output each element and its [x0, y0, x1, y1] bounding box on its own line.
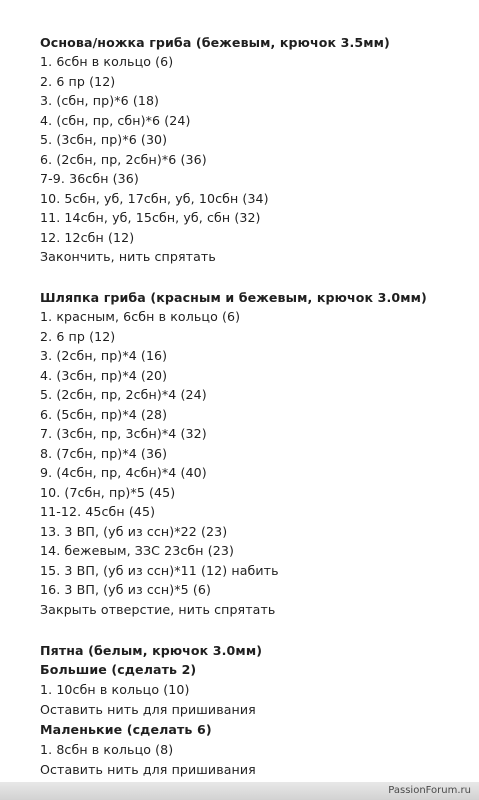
- large-spots-note: Оставить нить для пришивания: [40, 702, 256, 717]
- stem-row: 4. (сбн, пр, сбн)*6 (24): [40, 113, 191, 128]
- cap-row: 6. (5сбн, пр)*4 (28): [40, 407, 168, 422]
- cap-row: 7. (3сбн, пр, 3сбн)*4 (32): [40, 426, 207, 441]
- small-spots-row: 1. 8сбн в кольцо (8): [40, 742, 174, 757]
- small-spots-note: Оставить нить для пришивания: [40, 762, 256, 777]
- stem-row: 10. 5сбн, уб, 17сбн, уб, 10сбн (34): [40, 191, 269, 206]
- cap-row: 3. (2сбн, пр)*4 (16): [40, 348, 168, 363]
- stem-row: 1. 6сбн в кольцо (6): [40, 54, 174, 69]
- cap-row: 2. 6 пр (12): [40, 329, 116, 344]
- cap-row: 16. 3 ВП, (уб из ссн)*5 (6): [40, 582, 212, 597]
- cap-finish-note: Закрыть отверстие, нить спрятать: [40, 602, 276, 617]
- stem-finish-note: Закончить, нить спрятать: [40, 249, 216, 264]
- stem-row: 6. (2сбн, пр, 2сбн)*6 (36): [40, 152, 207, 167]
- stem-row: 7-9. 36сбн (36): [40, 171, 139, 186]
- stem-row: 12. 12сбн (12): [40, 230, 135, 245]
- large-spots-row: 1. 10сбн в кольцо (10): [40, 682, 190, 697]
- stem-row: 5. (3сбн, пр)*6 (30): [40, 132, 168, 147]
- cap-row: 8. (7сбн, пр)*4 (36): [40, 446, 168, 461]
- section-heading-spots: Пятна (белым, крючок 3.0мм): [40, 643, 263, 658]
- stem-row: 2. 6 пр (12): [40, 74, 116, 89]
- cap-row: 4. (3сбн, пр)*4 (20): [40, 368, 168, 383]
- stem-row: 3. (сбн, пр)*6 (18): [40, 93, 160, 108]
- section-heading-stem: Основа/ножка гриба (бежевым, крючок 3.5мм): [40, 35, 390, 50]
- cap-row: 5. (2сбн, пр, 2сбн)*4 (24): [40, 387, 207, 402]
- cap-row: 1. красным, 6сбн в кольцо (6): [40, 309, 241, 324]
- cap-row: 11-12. 45сбн (45): [40, 504, 156, 519]
- cap-row: 14. бежевым, ЗЗС 23сбн (23): [40, 543, 234, 558]
- cap-row: 15. 3 ВП, (уб из ссн)*11 (12) набить: [40, 563, 279, 578]
- site-watermark: PassionForum.ru: [388, 785, 471, 796]
- cap-row: 10. (7сбн, пр)*5 (45): [40, 485, 176, 500]
- subheading-large-spots: Большие (сделать 2): [40, 662, 197, 677]
- subheading-small-spots: Маленькие (сделать 6): [40, 722, 212, 737]
- cap-row: 9. (4сбн, пр, 4сбн)*4 (40): [40, 465, 207, 480]
- stem-row: 11. 14сбн, уб, 15сбн, уб, сбн (32): [40, 210, 261, 225]
- cap-row: 13. 3 ВП, (уб из ссн)*22 (23): [40, 524, 228, 539]
- section-heading-cap: Шляпка гриба (красным и бежевым, крючок 3.0мм): [40, 290, 427, 305]
